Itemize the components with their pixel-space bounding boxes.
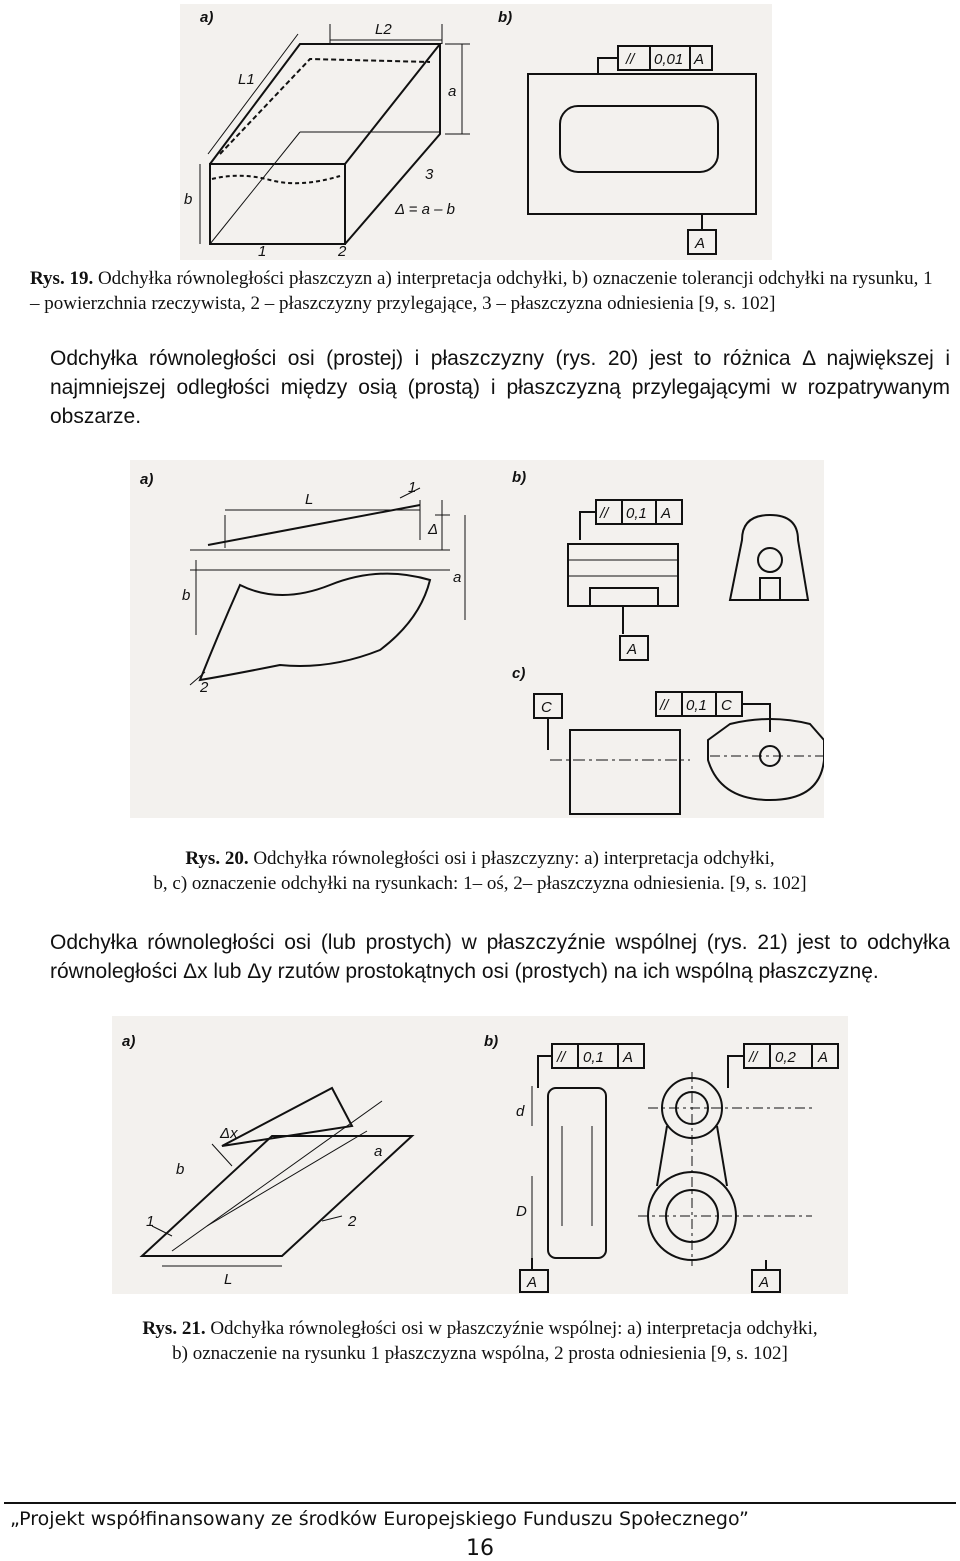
fig21-plane bbox=[142, 1136, 412, 1256]
figure-21 bbox=[112, 1016, 848, 1294]
figure-20 bbox=[130, 460, 824, 818]
fig20-label-b: b bbox=[182, 587, 191, 604]
paragraph-1 bbox=[8, 344, 950, 431]
figure-19-caption bbox=[30, 266, 935, 316]
fig20-c-datum-box-label: C bbox=[541, 699, 552, 716]
fig21-dim-D: D bbox=[516, 1203, 527, 1220]
fig21-triangle bbox=[222, 1088, 352, 1146]
fig20-panel-c-label: c) bbox=[512, 665, 526, 682]
fig20-label-a: a bbox=[453, 569, 462, 586]
fig20-plane bbox=[200, 574, 430, 680]
footer-rule bbox=[4, 1502, 956, 1504]
figure-21-drawing bbox=[112, 1016, 848, 1294]
fig20-label-1: 1 bbox=[408, 479, 417, 496]
fig19-frame-datum: A bbox=[694, 51, 705, 68]
fig20-c-frame-tolerance: 0,1 bbox=[686, 697, 707, 714]
fig19-label-2: 2 bbox=[338, 243, 347, 260]
fig20-c-frame-symbol: // bbox=[660, 697, 669, 714]
fig21-frame2-tolerance: 0,2 bbox=[775, 1049, 796, 1066]
page-number: 16 bbox=[466, 1536, 494, 1561]
fig19-label-a: a bbox=[448, 83, 457, 100]
fig21-label-a: a bbox=[374, 1143, 383, 1160]
fig19-panel-a-label: a) bbox=[200, 9, 214, 26]
fig19-label-L1: L1 bbox=[238, 71, 255, 88]
figure-21-caption-line-1: Odchyłka równoległości osi w płaszczyźnie wspólnej: a) interpretacja odchyłki, bbox=[205, 1318, 818, 1339]
fig21-panel-a-label: a) bbox=[122, 1033, 136, 1050]
figure-20-caption-number: Rys. 20. bbox=[185, 848, 249, 869]
fig19-frame-tolerance: 0,01 bbox=[654, 51, 684, 68]
fig20-label-delta: Δ bbox=[428, 521, 439, 538]
fig19-plate bbox=[528, 74, 756, 214]
fig19-frame-symbol: // bbox=[626, 51, 635, 68]
fig21-label-b: b bbox=[176, 1161, 185, 1178]
fig21-dim-d: d bbox=[516, 1103, 525, 1120]
figure-21-caption bbox=[40, 1316, 920, 1366]
fig19-label-L2: L2 bbox=[375, 21, 392, 38]
fig19-label-delta: Δ = a – b bbox=[395, 201, 455, 218]
fig20-b-frame-datum: A bbox=[661, 505, 672, 522]
fig21-label-1: 1 bbox=[146, 1213, 155, 1230]
fig21-frame2-symbol: // bbox=[749, 1049, 758, 1066]
fig20-b-frame-tolerance: 0,1 bbox=[626, 505, 647, 522]
fig21-label-L: L bbox=[224, 1271, 233, 1288]
fig21-frame1-tolerance: 0,1 bbox=[583, 1049, 604, 1066]
fig21-panel-b-label: b) bbox=[484, 1033, 499, 1050]
figure-21-caption-line-2: b) oznaczenie na rysunku 1 płaszczyzna wspólna, 2 prosta odniesienia [9, s. 102] bbox=[172, 1343, 788, 1364]
fig21-frame1-datum: A bbox=[623, 1049, 634, 1066]
fig21-rod-side bbox=[548, 1088, 606, 1258]
fig19-plate-hole bbox=[560, 106, 718, 172]
fig20-c-part bbox=[570, 730, 680, 814]
fig21-datum-box-2-label: A bbox=[759, 1274, 770, 1291]
fig21-label-dx: Δx bbox=[220, 1125, 238, 1142]
fig19-datum-box-label: A bbox=[695, 235, 706, 252]
figure-21-caption-number: Rys. 21. bbox=[142, 1318, 206, 1339]
fig20-b-part bbox=[568, 544, 678, 606]
fig21-label-2: 2 bbox=[348, 1213, 357, 1230]
figure-19-caption-text: Odchyłka równoległości płaszczyzn a) interpretacja odchyłki, b) oznaczenie tolerancji odchyłki na rysunku, 1 – powierzchnia rzeczywista, 2 – płaszczyzny przylegające, 3 – płaszczyzna odniesienia [9, s. 102] bbox=[30, 268, 933, 314]
figure-19-caption-number: Rys. 19. bbox=[30, 268, 94, 289]
fig20-c-frame-datum: C bbox=[721, 697, 732, 714]
paragraph-1-text: Odchyłka równoległości osi (prostej) i płaszczyzny (rys. 20) jest to różnica Δ największej i najmniejszej odległości między osią (prostą) i płaszczyzną przylegającymi w rozpatrywanym obszarze. bbox=[50, 347, 950, 428]
paragraph-2-text: Odchyłka równoległości osi (lub prostych) w płaszczyźnie wspólnej (rys. 21) jest to odchyłka równoległości Δx lub Δy rzutów prostokątnych osi (prostych) na ich wspólną płaszczyznę. bbox=[50, 931, 950, 983]
figure-20-caption-line-1: Odchyłka równoległości osi i płaszczyzny: a) interpretacja odchyłki, bbox=[248, 848, 775, 869]
fig21-frame2-datum: A bbox=[818, 1049, 829, 1066]
figure-20-caption bbox=[40, 846, 920, 896]
fig20-panel-a-label: a) bbox=[140, 471, 154, 488]
fig20-b-datum-box-label: A bbox=[627, 641, 638, 658]
fig20-panel-b-label: b) bbox=[512, 469, 527, 486]
fig19-panel-b-label: b) bbox=[498, 9, 513, 26]
fig20-axis-line bbox=[208, 505, 420, 545]
fig21-datum-box-1-label: A bbox=[527, 1274, 538, 1291]
figure-19 bbox=[180, 4, 772, 260]
figure-20-caption-line-2: b, c) oznaczenie odchyłki na rysunkach: 1– oś, 2– płaszczyzna odniesienia. [9, s. 102] bbox=[153, 873, 807, 894]
fig19-block-front bbox=[210, 164, 345, 244]
fig19-label-b: b bbox=[184, 191, 193, 208]
fig20-label-L: L bbox=[305, 491, 314, 508]
figure-20-drawing bbox=[130, 460, 824, 818]
fig19-label-3: 3 bbox=[425, 166, 434, 183]
fig20-c-round-part bbox=[708, 719, 824, 800]
fig21-frame1-symbol: // bbox=[557, 1049, 566, 1066]
footer-text: „Projekt współfinansowany ze środków Europejskiego Funduszu Społecznego” bbox=[10, 1508, 749, 1530]
fig20-label-2: 2 bbox=[200, 679, 209, 696]
paragraph-2 bbox=[8, 928, 950, 986]
fig20-b-frame-symbol: // bbox=[600, 505, 609, 522]
fig19-label-1: 1 bbox=[258, 243, 267, 260]
fig20-b-bracket bbox=[730, 515, 808, 600]
figure-19-drawing bbox=[180, 4, 772, 260]
